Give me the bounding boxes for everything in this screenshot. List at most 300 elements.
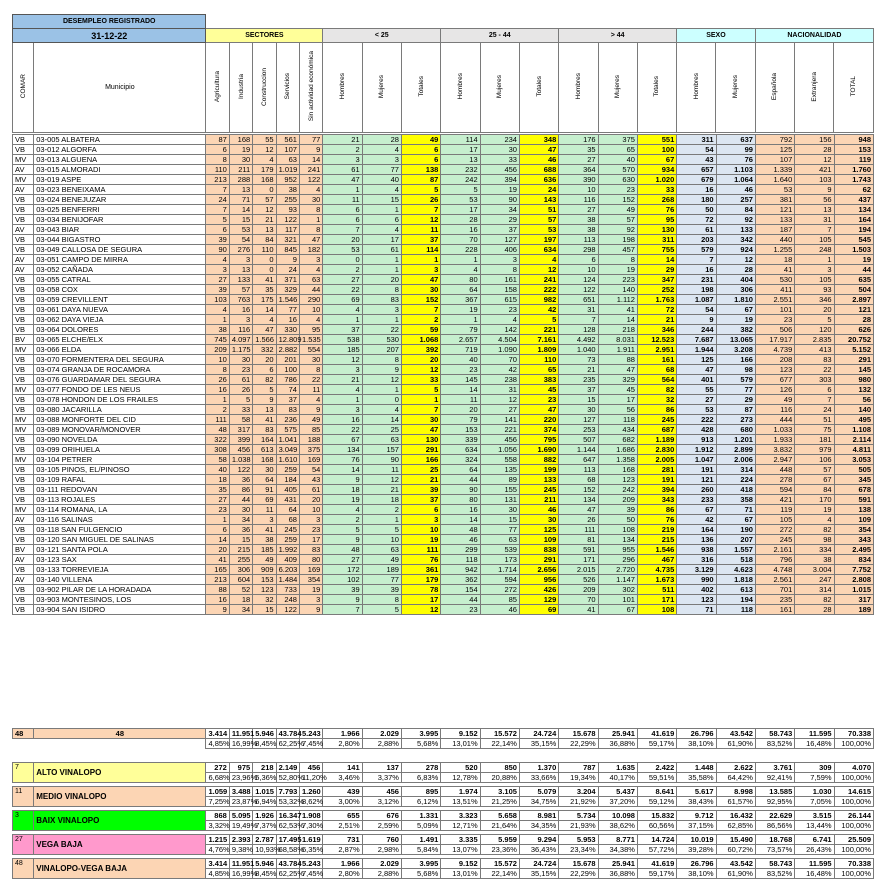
comarca-hombres-gt44: 5.953 bbox=[559, 835, 598, 845]
industria-cell: 168 bbox=[229, 135, 252, 145]
totales-gt44-cell: 67 bbox=[637, 155, 676, 165]
agricultura-cell: 8 bbox=[206, 155, 229, 165]
extranjera-cell: 248 bbox=[795, 245, 834, 255]
espanola-cell: 2.551 bbox=[755, 295, 794, 305]
industria-col: Industria bbox=[237, 74, 245, 99]
comarca-pct-totales-gt44: 59,51% bbox=[637, 773, 676, 783]
totales-2544-cell: 882 bbox=[519, 455, 558, 465]
comarca-pct-mujeres-2544: 23,36% bbox=[480, 845, 519, 855]
municipio-cell: 03-023 BENEIXAMA bbox=[34, 185, 206, 195]
servicios-cell: 201 bbox=[276, 355, 299, 365]
extranjera-cell: 24 bbox=[795, 405, 834, 415]
comarca-industria: 3.488 bbox=[229, 787, 252, 797]
mujeres-gt44-cell: 198 bbox=[598, 235, 637, 245]
hombres-cell: 1.944 bbox=[677, 345, 716, 355]
comarca-pct-extranjera: 26,43% bbox=[795, 845, 834, 855]
comar-cell: VB bbox=[13, 525, 34, 535]
hombres-2544-cell: 28 bbox=[441, 215, 480, 225]
mujeres-2544-cell: 221 bbox=[480, 425, 519, 435]
comarca-pct-espanola: 92,41% bbox=[755, 773, 794, 783]
comarca-count: 48 bbox=[13, 859, 34, 879]
totales-lt25-cell: 30 bbox=[401, 285, 440, 295]
industria-cell: 71 bbox=[229, 195, 252, 205]
comarca-industria: 5.095 bbox=[229, 811, 252, 821]
extranjera-cell: 82 bbox=[795, 595, 834, 605]
agricultura-cell: 58 bbox=[206, 455, 229, 465]
extranjera-cell: 9 bbox=[795, 185, 834, 195]
total-cell: 121 bbox=[834, 305, 873, 315]
servicios-cell: 330 bbox=[276, 325, 299, 335]
pct-mujeres: 61,90% bbox=[716, 739, 755, 749]
construccion-cell: 13 bbox=[253, 225, 276, 235]
hombres-lt25-cell: 21 bbox=[323, 375, 362, 385]
municipio-cell: 03-005 ALBATERA bbox=[34, 135, 206, 145]
total-hombres-2544: 9.152 bbox=[441, 729, 480, 739]
totales-2544-cell: 374 bbox=[519, 425, 558, 435]
mujeres-cell: 207 bbox=[716, 535, 755, 545]
industria-cell: 116 bbox=[229, 325, 252, 335]
municipio-cell: 03-078 HONDON DE LOS FRAILES bbox=[34, 395, 206, 405]
comarca-mujeres: 15.490 bbox=[716, 835, 755, 845]
totales-2544-cell: 125 bbox=[519, 525, 558, 535]
espanola-cell: 235 bbox=[755, 595, 794, 605]
agricultura-cell: 9 bbox=[206, 605, 229, 615]
comarca-name: BAIX VINALOPO bbox=[34, 811, 206, 831]
sin-actividad-cell: 43 bbox=[299, 475, 322, 485]
agricultura-cell: 111 bbox=[206, 415, 229, 425]
comar-cell: VB bbox=[13, 495, 34, 505]
table-row bbox=[13, 455, 874, 465]
mujeres-cell: 3.208 bbox=[716, 345, 755, 355]
hombres-lt25-cell: 16 bbox=[323, 415, 362, 425]
hombres-lt25-cell: 172 bbox=[323, 565, 362, 575]
total-cell: 343 bbox=[834, 535, 873, 545]
mujeres-gt44-cell: 47 bbox=[598, 365, 637, 375]
comar-cell: VB bbox=[13, 485, 34, 495]
hombres-cell: 61 bbox=[677, 225, 716, 235]
table-row bbox=[13, 465, 874, 475]
pct-hombres-gt44: 22,29% bbox=[559, 739, 598, 749]
extranjera-cell: 170 bbox=[795, 495, 834, 505]
hombres-2544-cell: 242 bbox=[441, 175, 480, 185]
industria-cell: 13 bbox=[229, 265, 252, 275]
extranjera-cell: 67 bbox=[795, 475, 834, 485]
table-row bbox=[13, 205, 874, 215]
servicios-cell: 952 bbox=[276, 175, 299, 185]
agricultura-cell: 40 bbox=[206, 465, 229, 475]
comarca-totales-gt44: 2.422 bbox=[637, 763, 676, 773]
municipio-cell: 03-052 CAÑADA bbox=[34, 265, 206, 275]
mujeres-2544-cell: 63 bbox=[480, 535, 519, 545]
totals-count-a: 48 bbox=[13, 729, 34, 739]
totales-lt25-cell: 47 bbox=[401, 275, 440, 285]
comarca-mujeres-2544: 850 bbox=[480, 763, 519, 773]
mujeres-cell: 224 bbox=[716, 475, 755, 485]
totales-gt44-cell: 252 bbox=[637, 285, 676, 295]
comarca-hombres-2544: 1.974 bbox=[441, 787, 480, 797]
industria-cell: 34 bbox=[229, 515, 252, 525]
comarca-pct-construccion: 5,36% bbox=[253, 773, 276, 783]
totales-2544-cell: 65 bbox=[519, 365, 558, 375]
industria-cell: 26 bbox=[229, 385, 252, 395]
total-cell: 495 bbox=[834, 415, 873, 425]
comarca-hombres: 10.019 bbox=[677, 835, 716, 845]
totales-lt25-cell: 78 bbox=[401, 585, 440, 595]
mujeres-gt44-cell: 152 bbox=[598, 195, 637, 205]
comarca-mujeres-lt25: 456 bbox=[362, 787, 401, 797]
industria-cell: 399 bbox=[229, 435, 252, 445]
totales-lt25-cell: 5 bbox=[401, 385, 440, 395]
espanola-cell: 677 bbox=[755, 375, 794, 385]
agricultura-cell: 7 bbox=[206, 185, 229, 195]
mujeres-2544-cell: 77 bbox=[480, 525, 519, 535]
comarca-pct-hombres-gt44: 22,29% bbox=[559, 869, 598, 879]
hombres-gt44-cell: 15 bbox=[559, 395, 598, 405]
sin-actividad-cell: 23 bbox=[299, 525, 322, 535]
mujeres-cell: 637 bbox=[716, 135, 755, 145]
comarca-hombres-2544: 9.152 bbox=[441, 859, 480, 869]
table-row bbox=[13, 225, 874, 235]
hombres-2544-cell: 5 bbox=[441, 185, 480, 195]
hombres-gt44-cell: 38 bbox=[559, 215, 598, 225]
hombres-2544-cell: 367 bbox=[441, 295, 480, 305]
extranjera-cell: 5 bbox=[795, 315, 834, 325]
mujeres-gt44-cell: 23 bbox=[598, 185, 637, 195]
mujeres-cell: 67 bbox=[716, 515, 755, 525]
table-row bbox=[13, 605, 874, 615]
table-row bbox=[13, 175, 874, 185]
hombres-lt25-cell: 4 bbox=[323, 505, 362, 515]
hombres-gt44-cell: 116 bbox=[559, 195, 598, 205]
mujeres-lt25-cell: 1 bbox=[362, 205, 401, 215]
hombres-2544-cell: 2.657 bbox=[441, 335, 480, 345]
mujeres-cell: 257 bbox=[716, 195, 755, 205]
comarca-pct-totales-gt44: 59,17% bbox=[637, 869, 676, 879]
totales-2544-cell: 51 bbox=[519, 205, 558, 215]
construccion-cell: 20 bbox=[253, 355, 276, 365]
extranjera-cell: 3 bbox=[795, 265, 834, 275]
extranjera-cell: 31 bbox=[795, 215, 834, 225]
table-row bbox=[13, 595, 874, 605]
sin-actividad-cell: 354 bbox=[299, 575, 322, 585]
comarca-mujeres-gt44: 8.771 bbox=[598, 835, 637, 845]
municipio-cell: 03-111 REDOVAN bbox=[34, 485, 206, 495]
servicios-cell: 184 bbox=[276, 475, 299, 485]
totales-lt25-cell: 6 bbox=[401, 155, 440, 165]
sin-actividad-cell: 10 bbox=[299, 305, 322, 315]
extranjera-cell: 57 bbox=[795, 465, 834, 475]
mujeres-gt44-cell: 49 bbox=[598, 205, 637, 215]
totales-lt25-cell: 37 bbox=[401, 235, 440, 245]
construccion-cell: 13 bbox=[253, 405, 276, 415]
hombres-lt25-cell: 3 bbox=[323, 405, 362, 415]
hombres-cell: 233 bbox=[677, 495, 716, 505]
totales-lt25-cell: 361 bbox=[401, 565, 440, 575]
municipio-cell: 03-062 DAYA VIEJA bbox=[34, 315, 206, 325]
sin-actividad-cell: 54 bbox=[299, 465, 322, 475]
pct-agricultura: 4,85% bbox=[206, 739, 229, 749]
hombres-gt44-cell: 37 bbox=[559, 385, 598, 395]
extranjera-cell: 979 bbox=[795, 445, 834, 455]
mujeres-gt44-cell: 209 bbox=[598, 495, 637, 505]
hombres-2544-cell: 16 bbox=[441, 225, 480, 235]
comarca-pct-hombres: 38,43% bbox=[677, 797, 716, 807]
totales-lt25-cell: 49 bbox=[401, 135, 440, 145]
hombres-2544-cell: 1 bbox=[441, 255, 480, 265]
mujeres-gt44-cell: 218 bbox=[598, 325, 637, 335]
mujeres-gt44-cell: 1.112 bbox=[598, 295, 637, 305]
hombres-lt25-cell: 21 bbox=[323, 135, 362, 145]
comar-cell: VB bbox=[13, 245, 34, 255]
comar-cell: VB bbox=[13, 445, 34, 455]
mujeres-lt25-cell: 4 bbox=[362, 145, 401, 155]
comarca-hombres-gt44: 5.734 bbox=[559, 811, 598, 821]
mujeres-cell: 342 bbox=[716, 235, 755, 245]
hombres-lt25-cell: 61 bbox=[323, 165, 362, 175]
hombres-gt44-cell: 390 bbox=[559, 175, 598, 185]
total-cell: 834 bbox=[834, 555, 873, 565]
comarca-row bbox=[13, 787, 874, 797]
extranjera-cell: 346 bbox=[795, 295, 834, 305]
industria-cell: 122 bbox=[229, 465, 252, 475]
total-cell: 1.760 bbox=[834, 165, 873, 175]
hombres-2544-cell: 153 bbox=[441, 425, 480, 435]
agricultura-cell: 88 bbox=[206, 585, 229, 595]
agricultura-cell: 20 bbox=[206, 545, 229, 555]
hombres-gt44-cell: 647 bbox=[559, 455, 598, 465]
sin-actividad-cell: 122 bbox=[299, 175, 322, 185]
agricultura-cell: 16 bbox=[206, 595, 229, 605]
sin-actividad-cell: 61 bbox=[299, 485, 322, 495]
municipio-cell: 03-024 BENEJUZAR bbox=[34, 195, 206, 205]
municipio-cell: 03-049 CALLOSA DE SEGURA bbox=[34, 245, 206, 255]
mujeres-2544-cell: 272 bbox=[480, 585, 519, 595]
mujeres-gt44-cell: 1.911 bbox=[598, 345, 637, 355]
hombres-2544-col: Hombres bbox=[456, 73, 464, 100]
table-row bbox=[13, 535, 874, 545]
hombres-lt25-cell: 2 bbox=[323, 265, 362, 275]
municipio-cell: 03-121 SANTA POLA bbox=[34, 545, 206, 555]
mujeres-2544-cell: 42 bbox=[480, 365, 519, 375]
totals-pct-row bbox=[13, 739, 874, 749]
table-row bbox=[13, 235, 874, 245]
servicios-cell: 1.019 bbox=[276, 165, 299, 175]
comarca-mujeres-2544: 5.959 bbox=[480, 835, 519, 845]
extranjera-cell: 38 bbox=[795, 555, 834, 565]
construccion-cell: 4 bbox=[253, 315, 276, 325]
totales-2544-cell: 636 bbox=[519, 175, 558, 185]
mujeres-cell: 118 bbox=[716, 605, 755, 615]
comarca-extranjera: 309 bbox=[795, 763, 834, 773]
comarca-pct-totales-gt44: 59,12% bbox=[637, 797, 676, 807]
mujeres-lt25-cell: 189 bbox=[362, 565, 401, 575]
mujeres-gt44-cell: 302 bbox=[598, 585, 637, 595]
totales-2544-cell: 795 bbox=[519, 435, 558, 445]
total-construccion: 5.946 bbox=[253, 729, 276, 739]
sin-actividad-cell: 4 bbox=[299, 395, 322, 405]
agricultura-cell: 1 bbox=[206, 395, 229, 405]
comar-cell: AV bbox=[13, 225, 34, 235]
servicios-cell: 371 bbox=[276, 275, 299, 285]
hombres-gt44-cell: 68 bbox=[559, 475, 598, 485]
mujeres-cell: 29 bbox=[716, 395, 755, 405]
total-cell: 291 bbox=[834, 355, 873, 365]
mujeres-gt44-cell: 8 bbox=[598, 255, 637, 265]
total-cell: 109 bbox=[834, 515, 873, 525]
agricultura-cell: 90 bbox=[206, 245, 229, 255]
sin-actividad-cell: 3 bbox=[299, 255, 322, 265]
comarca-row bbox=[13, 859, 874, 869]
pct-construccion: 8,45% bbox=[253, 739, 276, 749]
municipio-cell: 03-118 SAN FULGENCIO bbox=[34, 525, 206, 535]
mujeres-2544-cell: 142 bbox=[480, 325, 519, 335]
report-title: DESEMPLEO REGISTRADO bbox=[13, 15, 206, 29]
comar-col: COMAR bbox=[19, 74, 27, 99]
sin-actividad-cell: 30 bbox=[299, 195, 322, 205]
mujeres-2544-cell: 127 bbox=[480, 235, 519, 245]
agricultura-cell: 110 bbox=[206, 165, 229, 175]
totales-2544-cell: 23 bbox=[519, 395, 558, 405]
pct-industria: 16,99% bbox=[229, 739, 252, 749]
comarca-total: 26.144 bbox=[834, 811, 873, 821]
totales-lt25-cell: 138 bbox=[401, 165, 440, 175]
mujeres-gt44-cell: 168 bbox=[598, 465, 637, 475]
hombres-lt25-cell: 4 bbox=[323, 305, 362, 315]
totales-2544-cell: 4 bbox=[519, 255, 558, 265]
mujeres-gt44-cell: 19 bbox=[598, 265, 637, 275]
espanola-cell: 53 bbox=[755, 185, 794, 195]
hombres-2544-cell: 64 bbox=[441, 465, 480, 475]
total-cell: 2.495 bbox=[834, 545, 873, 555]
comarca-pct-hombres: 39,28% bbox=[677, 845, 716, 855]
hombres-gt44-cell: 526 bbox=[559, 575, 598, 585]
hombres-lt25-cell: 7 bbox=[323, 225, 362, 235]
totales-gt44-cell: 347 bbox=[637, 275, 676, 285]
comar-cell: VB bbox=[13, 195, 34, 205]
totales-2544-cell: 30 bbox=[519, 515, 558, 525]
municipio-cell: 03-088 MONFORTE DEL CID bbox=[34, 415, 206, 425]
servicios-col: Servicios bbox=[284, 73, 292, 100]
espanola-cell: 440 bbox=[755, 235, 794, 245]
agricultura-cell: 87 bbox=[206, 135, 229, 145]
hombres-gt44-cell: 6 bbox=[559, 255, 598, 265]
comarca-pct-agricultura: 7,25% bbox=[206, 797, 229, 807]
totales-lt25-cell: 152 bbox=[401, 295, 440, 305]
hombres-cell: 47 bbox=[677, 365, 716, 375]
table-row bbox=[13, 185, 874, 195]
hombres-cell: 679 bbox=[677, 175, 716, 185]
comarca-pct-mujeres-2544: 21,25% bbox=[480, 797, 519, 807]
hombres-gt44-cell: 21 bbox=[559, 365, 598, 375]
hombres-lt25-cell: 102 bbox=[323, 575, 362, 585]
totales-lt25-cell: 10 bbox=[401, 525, 440, 535]
construccion-cell: 12 bbox=[253, 145, 276, 155]
servicios-cell: 236 bbox=[276, 415, 299, 425]
espanola-cell: 448 bbox=[755, 465, 794, 475]
hombres-cell: 222 bbox=[677, 415, 716, 425]
espanola-cell: 119 bbox=[755, 505, 794, 515]
comarca-row bbox=[13, 835, 874, 845]
industria-cell: 36 bbox=[229, 525, 252, 535]
sin-actividad-cell: 3 bbox=[299, 515, 322, 525]
mujeres-2544-cell: 141 bbox=[480, 415, 519, 425]
extranjera-cell: 19 bbox=[795, 505, 834, 515]
comarca-agricultura: 272 bbox=[206, 763, 229, 773]
comarca-pct-mujeres-lt25: 3,37% bbox=[362, 773, 401, 783]
hombres-2544-cell: 11 bbox=[441, 395, 480, 405]
comarca-servicios: 2.149 bbox=[276, 763, 299, 773]
municipio-cell: 03-099 ORIHUELA bbox=[34, 445, 206, 455]
comarca-pct-hombres-gt44: 19,34% bbox=[559, 773, 598, 783]
hombres-cell: 938 bbox=[677, 545, 716, 555]
mujeres-gt44-cell: 134 bbox=[598, 535, 637, 545]
construccion-cell: 0 bbox=[253, 255, 276, 265]
hombres-lt25-cell: 11 bbox=[323, 195, 362, 205]
mujeres-lt25-cell: 12 bbox=[362, 375, 401, 385]
comarca-pct-agricultura: 6,68% bbox=[206, 773, 229, 783]
construccion-cell: 168 bbox=[253, 455, 276, 465]
comarca-servicios: 16.347 bbox=[276, 811, 299, 821]
mujeres-2544-cell: 23 bbox=[480, 305, 519, 315]
comarca-extranjera: 6.741 bbox=[795, 835, 834, 845]
mujeres-2544-cell: 456 bbox=[480, 165, 519, 175]
mujeres-gt44-cell: 88 bbox=[598, 355, 637, 365]
espanola-cell: 23 bbox=[755, 315, 794, 325]
totales-lt25-cell: 11 bbox=[401, 225, 440, 235]
sin-actividad-cell: 63 bbox=[299, 275, 322, 285]
comarca-pct-mujeres-gt44: 38,62% bbox=[598, 821, 637, 831]
servicios-cell: 786 bbox=[276, 375, 299, 385]
municipio-cell: 03-015 ALMORADI bbox=[34, 165, 206, 175]
pct-hombres-lt25: 2,80% bbox=[323, 739, 362, 749]
totales-2544-col: Totales bbox=[535, 76, 543, 97]
mujeres-lt25-cell: 83 bbox=[362, 295, 401, 305]
hombres-2544-cell: 228 bbox=[441, 245, 480, 255]
espanola-cell: 272 bbox=[755, 525, 794, 535]
total-cell: 194 bbox=[834, 225, 873, 235]
totales-2544-cell: 7.161 bbox=[519, 335, 558, 345]
totales-lt25-cell: 111 bbox=[401, 545, 440, 555]
industria-cell: 317 bbox=[229, 425, 252, 435]
pct-totales-2544: 35,15% bbox=[519, 739, 558, 749]
agricultura-cell: 18 bbox=[206, 475, 229, 485]
comarca-mujeres-lt25: 676 bbox=[362, 811, 401, 821]
total-mujeres-lt25: 2.029 bbox=[362, 729, 401, 739]
totales-lt25-cell: 7 bbox=[401, 205, 440, 215]
comarca-espanola: 18.768 bbox=[755, 835, 794, 845]
servicios-cell: 1.041 bbox=[276, 435, 299, 445]
hombres-lt25-cell: 9 bbox=[323, 595, 362, 605]
comarca-pct-construccion: 7,37% bbox=[253, 821, 276, 831]
comarca-pct-espanola: 86,56% bbox=[755, 821, 794, 831]
agricultura-cell: 16 bbox=[206, 385, 229, 395]
hombres-gt44-cell: 38 bbox=[559, 225, 598, 235]
hombres-lt25-cell: 27 bbox=[323, 555, 362, 565]
industria-cell: 30 bbox=[229, 505, 252, 515]
comar-cell: VB bbox=[13, 565, 34, 575]
sin-actividad-cell: 17 bbox=[299, 535, 322, 545]
industria-cell: 44 bbox=[229, 495, 252, 505]
mujeres-cell: 306 bbox=[716, 285, 755, 295]
municipio-cell: 03-065 ELCHE/ELX bbox=[34, 335, 206, 345]
comarca-pct-mujeres-2544: 22,14% bbox=[480, 869, 519, 879]
municipio-cell: 03-104 PETRER bbox=[34, 455, 206, 465]
industria-cell: 57 bbox=[229, 285, 252, 295]
hombres-2544-cell: 4 bbox=[441, 265, 480, 275]
hombres-cell: 260 bbox=[677, 485, 716, 495]
total-cell: 3.053 bbox=[834, 455, 873, 465]
comarca-pct-totales-lt25: 5,09% bbox=[401, 821, 440, 831]
